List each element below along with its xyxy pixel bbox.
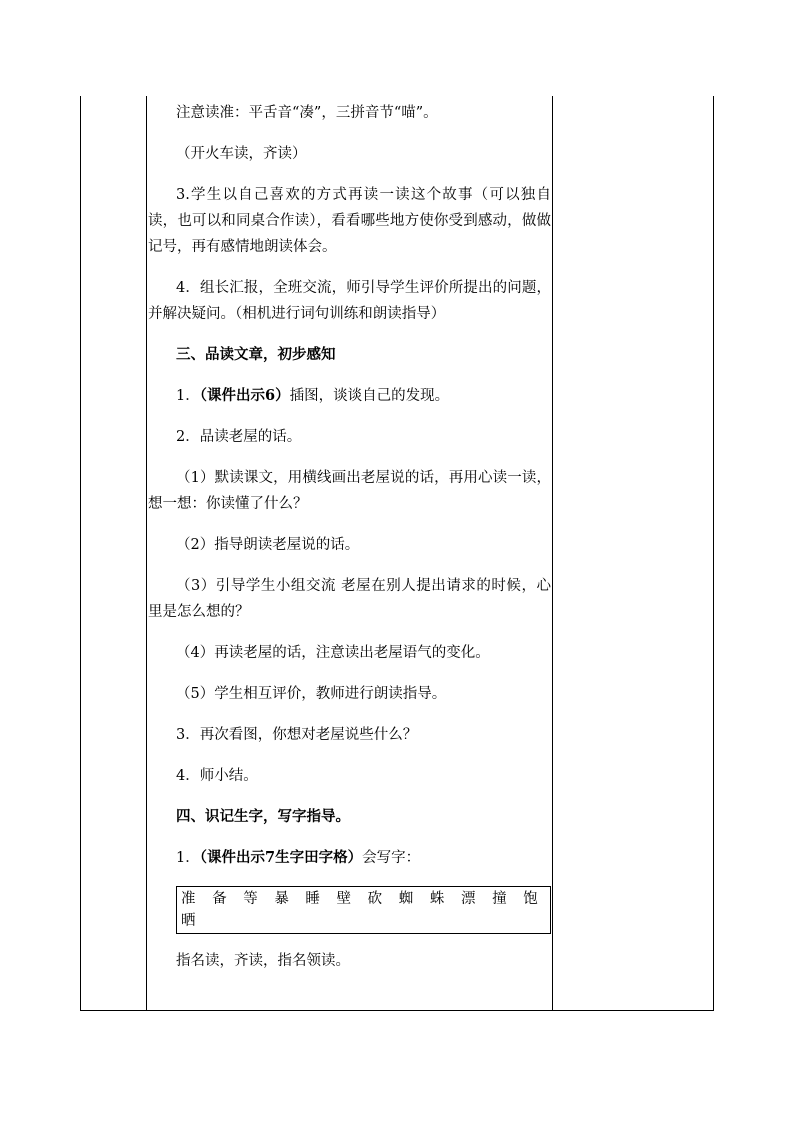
section4-item-1 (148, 845, 551, 871)
step-4-paragraph: 4．组长汇报，全班交流，师引导学生评价所提出的问题，并解决疑问。（相机进行词句训练和朗读指导） (148, 280, 551, 322)
section3-item-4: 4．师小结。 (176, 768, 258, 784)
section-heading-4: 四、识记生字，写字指导。 (176, 808, 350, 825)
sub-item-2: （2）指导朗读老屋说的话。 (176, 537, 360, 553)
table-column-divider-2 (552, 96, 553, 1011)
table-border-bottom (80, 1010, 714, 1011)
item-number: 1． (176, 850, 200, 866)
reading-instruction: 指名读，齐读，指名领读。 (176, 953, 350, 969)
lesson-content-cell (148, 100, 551, 989)
courseware-note: （课件出示7生字田字格） (199, 849, 363, 866)
reading-method-note: （开火车读，齐读） (176, 146, 307, 162)
step-3-paragraph: 3.学生以自己喜欢的方式再读一读这个故事（可以独自读，也可以和同桌合作读），看看哪些地方使你受到感动，做做记号，再有感情地朗读体会。 (148, 187, 551, 255)
characters-box: 准 备 等 暴 睡 壁 砍 蜘 蛛 漂 撞 饱 晒 (176, 886, 551, 934)
pronunciation-note: 注意读准：平舌音“凑”，三拼音节“喵”。 (176, 105, 438, 121)
section3-item-3: 3．再次看图，你想对老屋说些什么？ (176, 727, 418, 743)
item-text: 插图，谈谈自己的发现。 (289, 388, 450, 404)
characters-row (148, 886, 551, 934)
table-column-divider-1 (146, 96, 147, 1011)
section3-item-1 (148, 383, 551, 409)
table-border-right (713, 96, 714, 1011)
section-heading-3: 三、品读文章，初步感知 (176, 346, 336, 363)
sub-item-4: （4）再读老屋的话，注意读出老屋语气的变化。 (176, 645, 490, 661)
sub-item-5: （5）学生相互评价，教师进行朗读指导。 (176, 686, 447, 702)
item-number: 1． (176, 388, 200, 404)
sub-item-3: （3）引导学生小组交流 老屋在别人提出请求的时候，心里是怎么想的？ (148, 578, 551, 620)
courseware-note: （课件出示6） (199, 387, 290, 404)
sub-item-1: （1）默读课文，用横线画出老屋说的话，再用心读一读，想一想：你读懂了什么？ (148, 470, 551, 512)
item-text: 会写字： (362, 850, 421, 866)
table-border-left (80, 96, 81, 1011)
section3-item-2: 2．品读老屋的话。 (176, 429, 302, 445)
